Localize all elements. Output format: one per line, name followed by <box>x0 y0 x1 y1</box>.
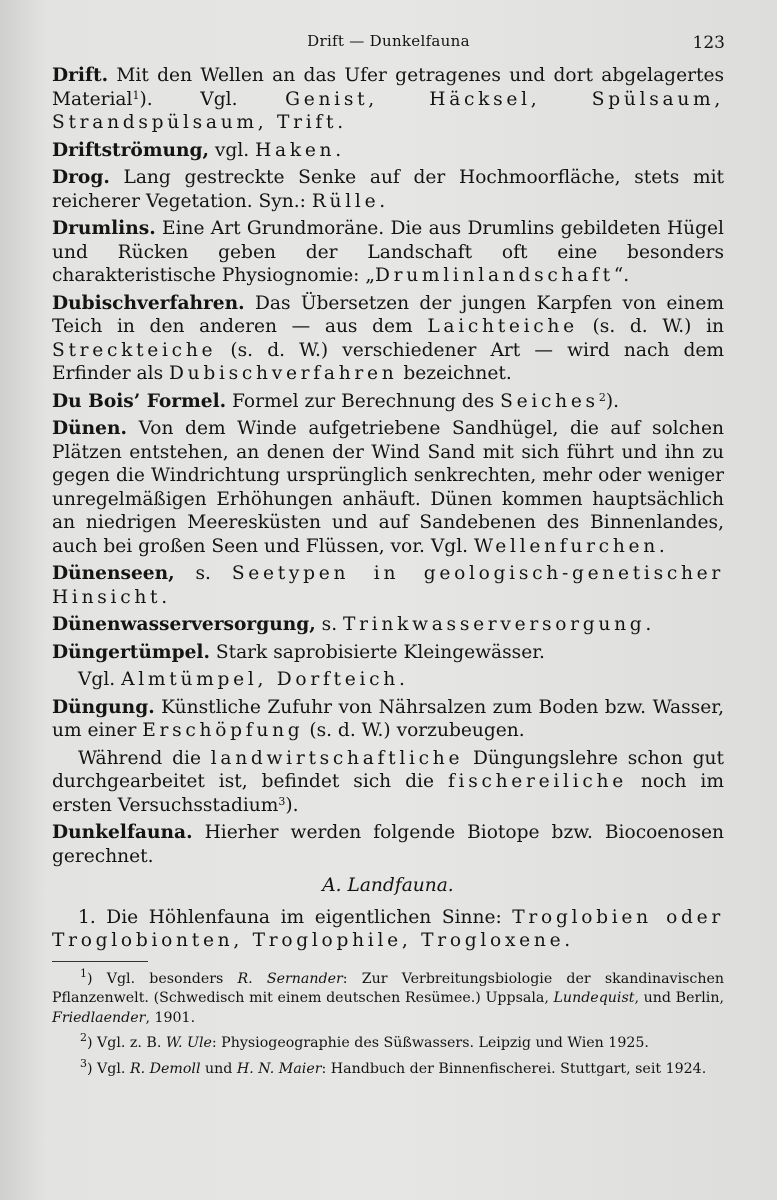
cross-reference: Genist, Häcksel, Spülsaum, Strandspülsaum, Trift. <box>52 88 724 133</box>
entry-term: Du Bois’ Formel. <box>52 390 227 412</box>
entry-text: Düngungslehre schon gut durchgearbeitet ist, befindet sich die <box>52 747 724 792</box>
entry-driftstroemung <box>52 139 724 163</box>
entry-duenenseen <box>52 562 724 609</box>
footnote-1 <box>52 966 725 1029</box>
entry-text: bezeichnet. <box>397 363 512 384</box>
cross-reference: Seetypen in geologisch-genetischer Hinsicht. <box>52 563 724 608</box>
footnote-text: ) Vgl. <box>87 1060 130 1077</box>
footnote-mark: 1 <box>80 966 87 980</box>
entry-text: (s. d. W.) in <box>577 316 724 337</box>
entry-text: vgl. <box>209 139 256 161</box>
entry-text: ). <box>605 390 619 412</box>
cross-reference: Streckteiche <box>52 339 217 361</box>
entry-term: Dünenseen, <box>52 563 175 584</box>
entry-term: Drumlins. <box>52 218 156 239</box>
list-item <box>52 906 724 953</box>
footnote-ref: 1 <box>132 88 140 102</box>
entry-term: Düngung. <box>52 696 155 718</box>
footnote-author: H. N. Maier <box>236 1060 322 1077</box>
footnote-divider <box>52 961 148 962</box>
footnote-author: R. Demoll <box>129 1060 201 1077</box>
footnote-3 <box>52 1056 724 1080</box>
page-number: 123 <box>692 33 725 53</box>
entry-text: s. <box>174 563 232 584</box>
entry-text: “. <box>613 265 630 286</box>
entry-term: Dunkelfauna. <box>52 822 193 843</box>
entry-duengung <box>52 696 724 743</box>
entry-duenenwasserversorgung <box>52 613 724 637</box>
entry-term: Drift. <box>52 65 109 86</box>
entry-duenen <box>52 417 724 558</box>
entry-duengung-paragraph <box>52 747 724 818</box>
footnote-ref: 3 <box>278 794 286 808</box>
entry-text: Hierher werden folgende Biotope bzw. Biocoenosen gerechnet. <box>52 822 724 867</box>
footnote-2 <box>52 1031 724 1054</box>
entry-text: Das Übersetzen der jungen Karpfen von einem Teich in den anderen — aus dem <box>52 292 724 337</box>
entry-text: Lang gestreckte Senke auf der Hochmoorfläche, stets mit reicherer Vegetation. Syn.: <box>52 167 724 212</box>
cross-reference: Haken. <box>255 139 345 161</box>
cross-reference: Trinkwasserversorgung. <box>343 614 656 635</box>
cross-reference: Drumlinlandschaft <box>374 265 614 286</box>
footnote-text: : Zur Verbreitungsbiologie der skandinavischen Pflanzenwelt. (Schwedisch mit einem deutschen Resümee.) Uppsala, <box>52 970 725 1006</box>
entry-text: ). Vgl. <box>139 88 286 110</box>
footnote-text: , 1901. <box>145 1009 196 1026</box>
footnotes <box>52 966 725 1080</box>
cross-reference: fischereiliche <box>447 771 627 792</box>
entry-text: Eine Art Grundmoräne. Die aus Drumlins gebildeten Hügel und Rücken geben der Landschaft oft eine besonders charakteristische Physiognomie: „ <box>52 218 724 286</box>
footnote-publisher: Friedlaender <box>52 1009 146 1026</box>
entry-text: Formel zur Berechnung des <box>226 390 501 412</box>
entry-drog <box>52 166 724 213</box>
footnote-text: ) Vgl. z. B. <box>87 1035 166 1051</box>
footnote-mark: 3 <box>80 1056 87 1070</box>
cross-reference: Troglobien oder Troglobionten, Troglophile, Trogloxene. <box>52 906 724 951</box>
entry-text: 1. Die Höhlenfauna im eigentlichen Sinne: <box>78 906 513 928</box>
footnote-text: : Handbuch der Binnenfischerei. Stuttgart, seit 1924. <box>321 1060 707 1077</box>
entry-text: Vgl. <box>78 669 122 690</box>
entry-dunkelfauna <box>52 821 724 868</box>
cross-reference: Laichteiche <box>427 316 578 337</box>
entry-term: Dünen. <box>52 418 127 439</box>
entry-drumlins <box>52 217 724 288</box>
entry-term: Dünenwasserversorgung, <box>52 614 316 635</box>
cross-reference: Erschöpfung <box>142 720 304 741</box>
entry-term: Drog. <box>52 167 110 188</box>
footnote-text: , und Berlin, <box>634 990 724 1006</box>
footnote-text: : Physiogeographie des Süßwassers. Leipzig und Wien 1925. <box>211 1035 649 1051</box>
entry-text: s. <box>315 614 344 635</box>
page-header <box>0 30 777 54</box>
cross-reference: Seiches <box>500 390 599 412</box>
entry-text: Stark saprobisierte Kleingewässer. <box>209 641 545 663</box>
entry-text: (s. d. W.) verschiedener Art — wird nach dem Erfinder als <box>52 339 724 384</box>
cross-reference: Almtümpel, Dorfteich. <box>121 669 409 690</box>
footnote-author: W. Ule <box>165 1035 212 1051</box>
entry-text: ). <box>285 794 299 816</box>
section-heading: A. Landfauna. <box>322 875 454 896</box>
cross-reference: Rülle. <box>311 190 389 212</box>
entry-dubischverfahren <box>52 292 724 386</box>
entry-text: noch im ersten Versuchsstadium <box>52 771 724 816</box>
entry-text: Mit den Wellen an das Ufer getragenes und dort abgelagertes Material <box>52 65 724 110</box>
entry-term: Düngertümpel. <box>52 641 210 663</box>
running-head: Drift — Dunkelfauna <box>307 32 470 50</box>
entry-du-bois-formel <box>52 390 724 414</box>
entry-text: Von dem Winde aufgetriebene Sandhügel, die auf solchen Plätzen entstehen, an denen der Wind Sand mit sich führt und ihn zu gegen die Windrichtung ursprünglich senkrechten, mehr oder weniger unregelmäßigen Erhöhungen anhäuft. Dünen kommen hauptsächlich an niedrigen Meeresküsten und auf Sandebenen des Binnenlandes, auch bei großen Seen und Flüssen, vor. Vgl. <box>52 418 724 557</box>
footnote-text: ) Vgl. besonders <box>87 970 238 987</box>
entry-duengertuempel-refs <box>52 668 724 692</box>
cross-reference: landwirtschaftliche <box>210 747 464 769</box>
entry-duengertuempel <box>52 641 724 665</box>
footnote-mark: 2 <box>80 1031 87 1044</box>
footnote-publisher: Lundequist <box>553 990 635 1006</box>
entry-text: Künstliche Zufuhr von Nährsalzen zum Boden bzw. Wasser, um einer <box>52 696 724 741</box>
cross-reference: Dubischverfahren <box>169 363 398 384</box>
footnote-ref: 2 <box>598 390 606 404</box>
entry-term: Driftströmung, <box>52 139 210 161</box>
entry-drift <box>52 64 724 135</box>
entry-text: Während die <box>78 747 211 769</box>
entry-text: (s. d. W.) vorzubeugen. <box>303 720 525 741</box>
page-body <box>52 64 724 1085</box>
entry-term: Dubischverfahren. <box>52 292 245 314</box>
footnote-text: und <box>200 1060 237 1077</box>
footnote-author: R. Sernander <box>237 970 343 987</box>
cross-reference: Wellenfurchen. <box>473 535 669 557</box>
